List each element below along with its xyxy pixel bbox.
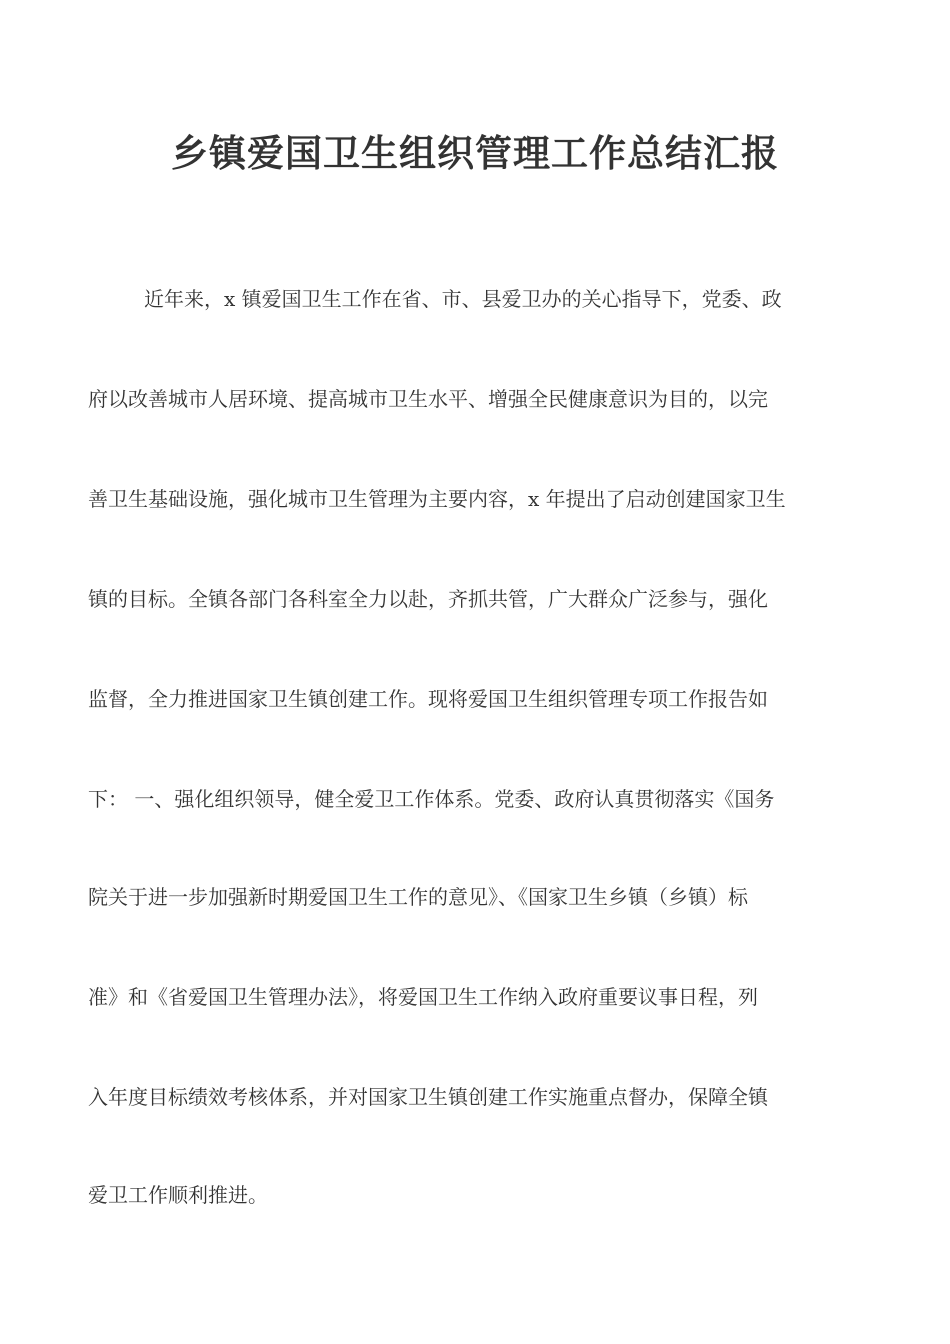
- paragraph-line-10: 爱卫工作顺利推进。: [88, 1183, 268, 1207]
- paragraph-line-1: 近年来，x 镇爱国卫生工作在省、市、县爱卫办的关心指导下，党委、政: [144, 287, 782, 311]
- paragraph-line-5: 监督，全力推进国家卫生镇创建工作。现将爱国卫生组织管理专项工作报告如: [88, 687, 768, 711]
- paragraph-line-3: 善卫生基础设施，强化城市卫生管理为主要内容，x 年提出了启动创建国家卫生: [88, 487, 786, 511]
- paragraph-line-8: 准》和《省爱国卫生管理办法》，将爱国卫生工作纳入政府重要议事日程，列: [88, 985, 758, 1009]
- paragraph-line-4: 镇的目标。全镇各部门各科室全力以赴，齐抓共管，广大群众广泛参与，强化: [88, 587, 768, 611]
- paragraph-line-2: 府以改善城市人居环境、提高城市卫生水平、增强全民健康意识为目的，以完: [88, 387, 768, 411]
- paragraph-line-7: 院关于进一步加强新时期爱国卫生工作的意见》、《国家卫生乡镇（乡镇）标: [88, 885, 748, 909]
- paragraph-line-6: 下： 一、强化组织领导，健全爱卫工作体系。党委、政府认真贯彻落实《国务: [88, 787, 775, 811]
- paragraph-line-9: 入年度目标绩效考核体系，并对国家卫生镇创建工作实施重点督办，保障全镇: [88, 1085, 768, 1109]
- document-title: 乡镇爱国卫生组织管理工作总结汇报: [171, 132, 779, 175]
